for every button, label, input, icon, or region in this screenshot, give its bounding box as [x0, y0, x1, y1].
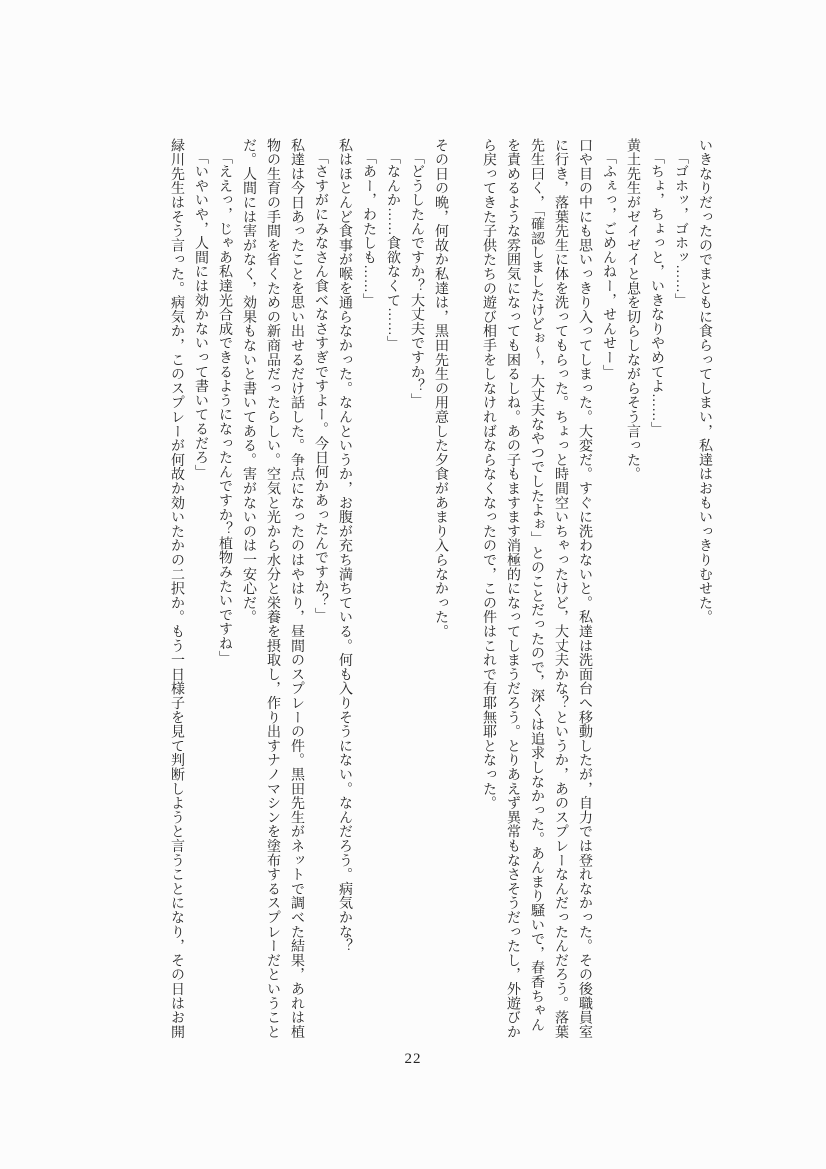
dialogue-line: 「なんか……食欲なくて……」 [385, 149, 400, 351]
narration-paragraph: 緑川先生はそう言った。病気か，このスプレーが何故か効いたかの二択か。もう一日様子を見て判断しようと言うことになり，その日はお開 [169, 138, 184, 1039]
dialogue-line: 「ちょ，ちょっと，いきなりやめてよ……」 [649, 149, 664, 436]
narration-paragraph: 口や目の中にも思いっきり入ってしまった。大変だ。すぐに洗わないと。私達は洗面台へ移動したが，自力では登れなかった。その後職員室に行き，落葉先生に体を洗ってもらった。ちょっと時間空いちゃったけど，大丈夫かな？というか，あのスプレーなんだったんだろう。落葉先生曰く，「確認しましたけどぉ〜，大丈夫なやつでしたよぉ」とのことだったので，深くは追求しなかった。あんまり騒いで，春香ちゃんを責めるような雰囲気になっても困るしね。あの子もますます消極的になってしまうだろう。とりあえず異常もなさそうだったし，外遊びから戻ってきた子供たちの遊び相手をしなければならなくなったので，この件はこれで有耶無耶となった。 [481, 138, 592, 1039]
dialogue-line: 「いやいや，人間には効かないって書いてるだろ」 [193, 149, 208, 479]
dialogue-line: 「ふぇっ，ごめんねー，せんせー」 [601, 149, 616, 379]
dialogue-line: 「ゴホッ，ゴホッ……」 [673, 149, 688, 308]
dialogue-line: 「ええっ，じゃあ私達光合成できるようになったんですか？植物みたいですね」 [217, 149, 232, 665]
narration-paragraph: 私達は今日あったことを思い出せるだけ話した。争点になったのはやはり，昼間のスプレーの件。黒田先生がネットで調べた結果，あれは植物の生育の手間を省くための新商品だったらしい。空気と光から水分と栄養を摂取し，作り出すナノマシンを塗布するスプレーだということだ。人間には害がなく，効果もないと書いてある。害がないのは一安心だ。 [241, 138, 304, 1039]
narration-paragraph: 私はほとんど食事が喉を通らなかった。なんというか，お腹が充ち満ちている。何も入りそうにない。なんだろう。病気かな？ [337, 138, 352, 954]
page-number: 22 [404, 1051, 422, 1067]
scene-break [452, 138, 476, 1040]
dialogue-line: 「さすがにみなさん食べなさすぎですよー。今日何かあったんですか？」 [313, 149, 328, 622]
dialogue-line: 「どうしたんですか？大丈夫ですか？」 [409, 149, 424, 408]
dialogue-line: 「あー，わたしも……」 [361, 149, 376, 308]
narration-paragraph: いきなりだったのでまともに食らってしまい，私達はおもいっきりむせた。 [697, 138, 712, 625]
narration-paragraph: 黄土先生がゼイゼイと息を切らしながらそう言った。 [625, 138, 640, 482]
story-text-block [164, 138, 716, 1040]
narration-paragraph: その日の晩，何故か私達は，黒田先生の用意した夕食があまり入らなかった。 [433, 138, 448, 639]
